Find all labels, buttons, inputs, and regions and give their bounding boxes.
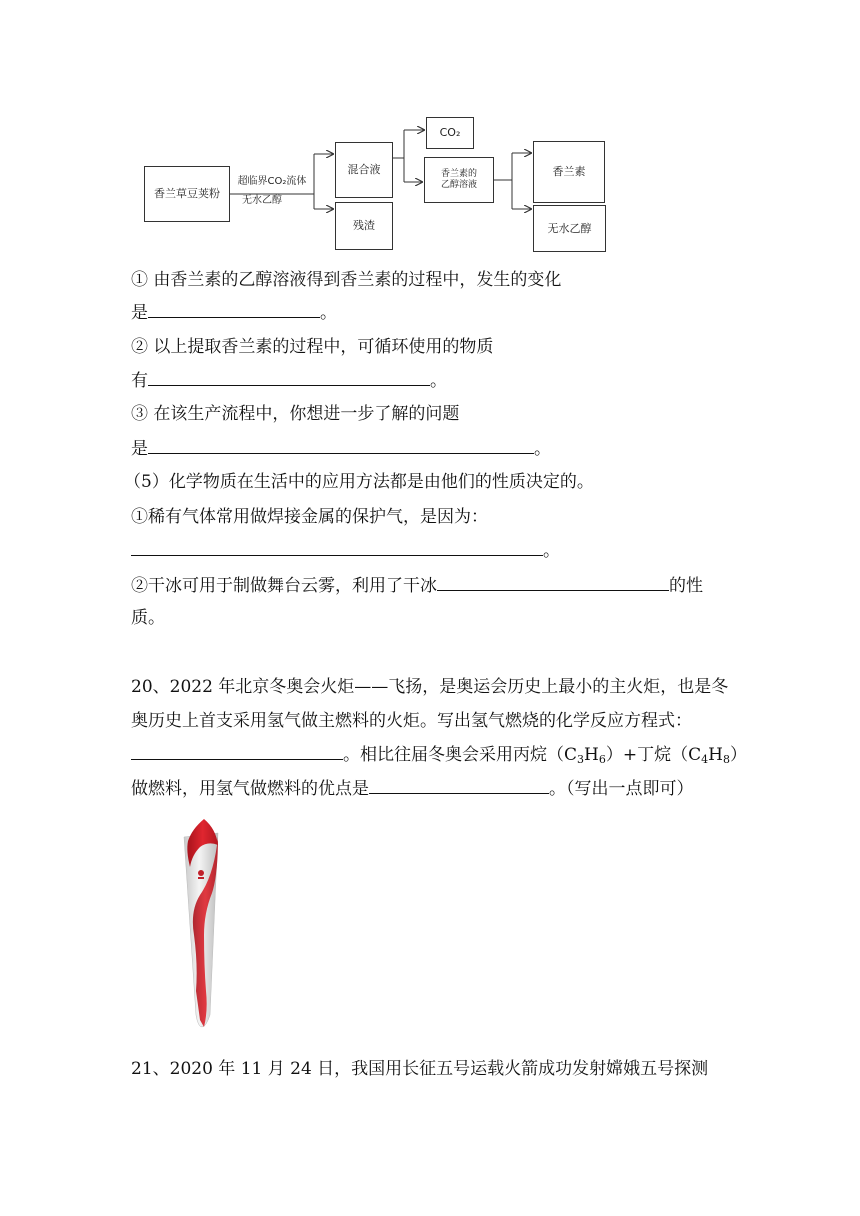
- q5-title: （5）化学物质在生活中的应用方法都是由他们的性质决定的。: [124, 472, 594, 492]
- q5-b-pre: ②干冰可用于制做舞台云雾，利用了干冰: [131, 576, 437, 596]
- q1-text: ① 由香兰素的乙醇溶液得到香兰素的过程中，发生的变化: [131, 270, 562, 290]
- q5-a-end: 。: [543, 541, 560, 561]
- q1-answer-line: [131, 300, 337, 324]
- q5-a-text: ①稀有气体常用做焊接金属的保护气，是因为：: [131, 507, 488, 527]
- q20-line3: [131, 742, 747, 766]
- q20-line4-post: 。（写出一点即可）: [549, 779, 694, 799]
- flow-box-ethanol: 无水乙醇: [533, 205, 606, 252]
- q3-end: 。: [534, 439, 551, 459]
- q5-b-post: 的性: [669, 576, 703, 596]
- q3-lead: 是: [131, 439, 148, 459]
- q2-answer-line: [131, 368, 447, 392]
- q2-lead: 有: [131, 371, 148, 391]
- q5-b-text: [131, 573, 703, 597]
- q2-end: 。: [430, 371, 447, 391]
- q5-a-answer-line: [131, 538, 560, 562]
- q20-line1: 20、2022 年北京冬奥会火炬——飞扬，是奥运会历史上最小的主火炬，也是冬: [131, 677, 729, 697]
- flow-arrows: [0, 0, 860, 270]
- flow-arrow-label-1: 超临界CO₂流体: [237, 176, 307, 187]
- q20-equation-blank[interactable]: [131, 742, 343, 760]
- flow-box-start: 香兰草豆荚粉: [144, 166, 230, 222]
- q20-line4-pre: 做燃料，用氢气做燃料的优点是: [131, 779, 369, 799]
- q1-blank[interactable]: [148, 300, 320, 318]
- q3-blank[interactable]: [148, 436, 534, 454]
- q3-text: ③ 在该生产流程中，你想进一步了解的问题: [131, 404, 460, 424]
- q2-text: ② 以上提取香兰素的过程中，可循环使用的物质: [131, 337, 494, 357]
- flow-arrow-label-2: 无水乙醇: [242, 195, 282, 206]
- q1-end: 。: [320, 303, 337, 323]
- flow-box-vanillin: 香兰素: [533, 141, 605, 203]
- q20-plus: ）+丁烷（C: [605, 745, 702, 765]
- q20-h-2: H: [708, 745, 723, 765]
- flow-box-mix: 混合液: [335, 142, 393, 198]
- q20-line3-after: 。相比往届冬奥会采用丙烷（C: [343, 745, 578, 765]
- flow-box-co2: CO₂: [426, 117, 474, 149]
- q2-blank[interactable]: [148, 368, 430, 386]
- q1-lead: 是: [131, 303, 148, 323]
- q5-b-blank[interactable]: [437, 573, 669, 591]
- q20-sub-3: 3: [577, 753, 585, 766]
- q20-close: ）: [729, 745, 747, 765]
- q21-line1: 21、2020 年 11 月 24 日，我国用长征五号运载火箭成功发射嫦娥五号探测: [131, 1059, 709, 1079]
- q20-h-1: H: [584, 745, 599, 765]
- torch-image: [170, 815, 240, 1035]
- q5-b-cont: 质。: [131, 608, 165, 628]
- flow-box-residue: 残渣: [335, 202, 393, 250]
- q20-line4: [131, 776, 694, 800]
- flow-solution-line2: 乙醇溶液: [440, 180, 477, 190]
- q20-line2: 奥历史上首支采用氢气做主燃料的火炬。写出氢气燃烧的化学反应方程式：: [131, 711, 692, 731]
- q20-sub-4: 4: [701, 753, 709, 766]
- q5-a-blank[interactable]: [131, 538, 543, 556]
- q3-answer-line: [131, 436, 551, 460]
- q20-advantage-blank[interactable]: [369, 776, 549, 794]
- q20-sub-6: 6: [598, 753, 606, 766]
- q20-sub-8: 8: [722, 753, 730, 766]
- flow-solution-line1: 香兰素的: [440, 169, 477, 180]
